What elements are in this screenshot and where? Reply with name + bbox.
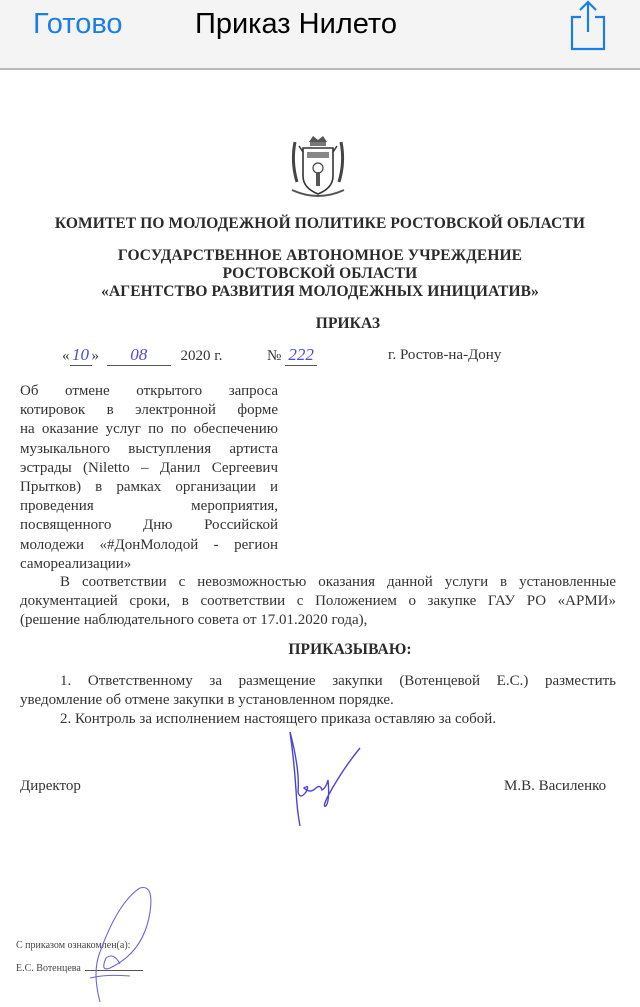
- acknowledged-name: Е.С. Вотенцева: [16, 963, 81, 974]
- item-2-line-1: 2. Контроль за исполнением настоящего приказа оставляю за собой.: [60, 711, 497, 727]
- date-year: 2020 г.: [180, 348, 223, 364]
- number-label: №: [267, 348, 282, 364]
- document-type-heading: ПРИКАЗ: [315, 315, 381, 332]
- subject-line: на оказание услуг по по обеспечению: [20, 421, 278, 438]
- signatory-name: М.В. Василенко: [504, 778, 607, 794]
- order-heading: ПРИКАЗЫВАЮ:: [288, 641, 412, 658]
- subject-line: Прытков) в рамках организации и: [20, 479, 278, 496]
- order-items: [20, 672, 616, 729]
- item-1-line-1: 1. Ответственному за размещение закупки (Вотенцевой Е.С.) разместить: [60, 673, 616, 689]
- date-open-quote: «: [62, 348, 70, 364]
- city: г. Ростов-на-Дону: [388, 347, 502, 363]
- navigation-bar: [0, 0, 640, 70]
- subject-line: самореализации»: [20, 555, 132, 572]
- preamble-line: документацией сроки, в соответствии с Положением о закупке ГАУ РО «АРМИ»: [20, 593, 616, 609]
- employee-signature: [70, 882, 160, 1007]
- subject-line: музыкального выступления артиста: [20, 440, 278, 457]
- director-signature: [270, 730, 370, 830]
- order-date: [62, 345, 222, 366]
- item-1-line-2: уведомление об отмене закупки в установленном порядке.: [20, 692, 394, 708]
- institution-line-1: ГОСУДАРСТВЕННОЕ АВТОНОМНОЕ УЧРЕЖДЕНИЕ: [117, 247, 523, 264]
- subject-line: Об отмене открытого запроса: [20, 383, 278, 399]
- share-icon[interactable]: [568, 0, 608, 52]
- date-month: 08: [107, 345, 171, 366]
- preamble: [20, 573, 616, 630]
- committee-name: КОМИТЕТ ПО МОЛОДЕЖНОЙ ПОЛИТИКЕ РОСТОВСКОЙ ОБЛАСТИ: [54, 215, 586, 232]
- acknowledgement-label: С приказом ознакомлен(а):: [16, 940, 131, 951]
- preamble-line: В соответствии с невозможностью оказания данной услуги в установленные: [60, 574, 616, 590]
- done-button[interactable]: Готово: [33, 8, 123, 40]
- coat-of-arms-icon: [287, 132, 349, 200]
- document-title: Приказ Нилето: [195, 8, 397, 40]
- subject-line: эстрады (Niletto – Данил Сергеевич: [20, 459, 278, 476]
- subject-line: проведения мероприятия,: [20, 498, 278, 515]
- institution-line-3: «АГЕНТСТВО РАЗВИТИЯ МОЛОДЕЖНЫХ ИНИЦИАТИВ»: [101, 283, 539, 300]
- order-number: [267, 345, 317, 366]
- preamble-line: (решение наблюдательного совета от 17.01.2020 года),: [20, 612, 368, 628]
- document-page: [0, 70, 640, 1007]
- date-day: 10: [70, 345, 92, 366]
- date-close-quote: »: [91, 348, 99, 364]
- subject-line: посвященного Дню Российской: [20, 517, 278, 534]
- signatory-title: Директор: [20, 778, 81, 794]
- subject-line: молодежи «#ДонМолодой - регион: [20, 536, 278, 553]
- institution-line-2: РОСТОВСКОЙ ОБЛАСТИ: [222, 265, 418, 282]
- number-value: 222: [285, 345, 317, 366]
- subject-line: котировок в электронной форме: [20, 402, 278, 419]
- order-subject: [20, 382, 278, 574]
